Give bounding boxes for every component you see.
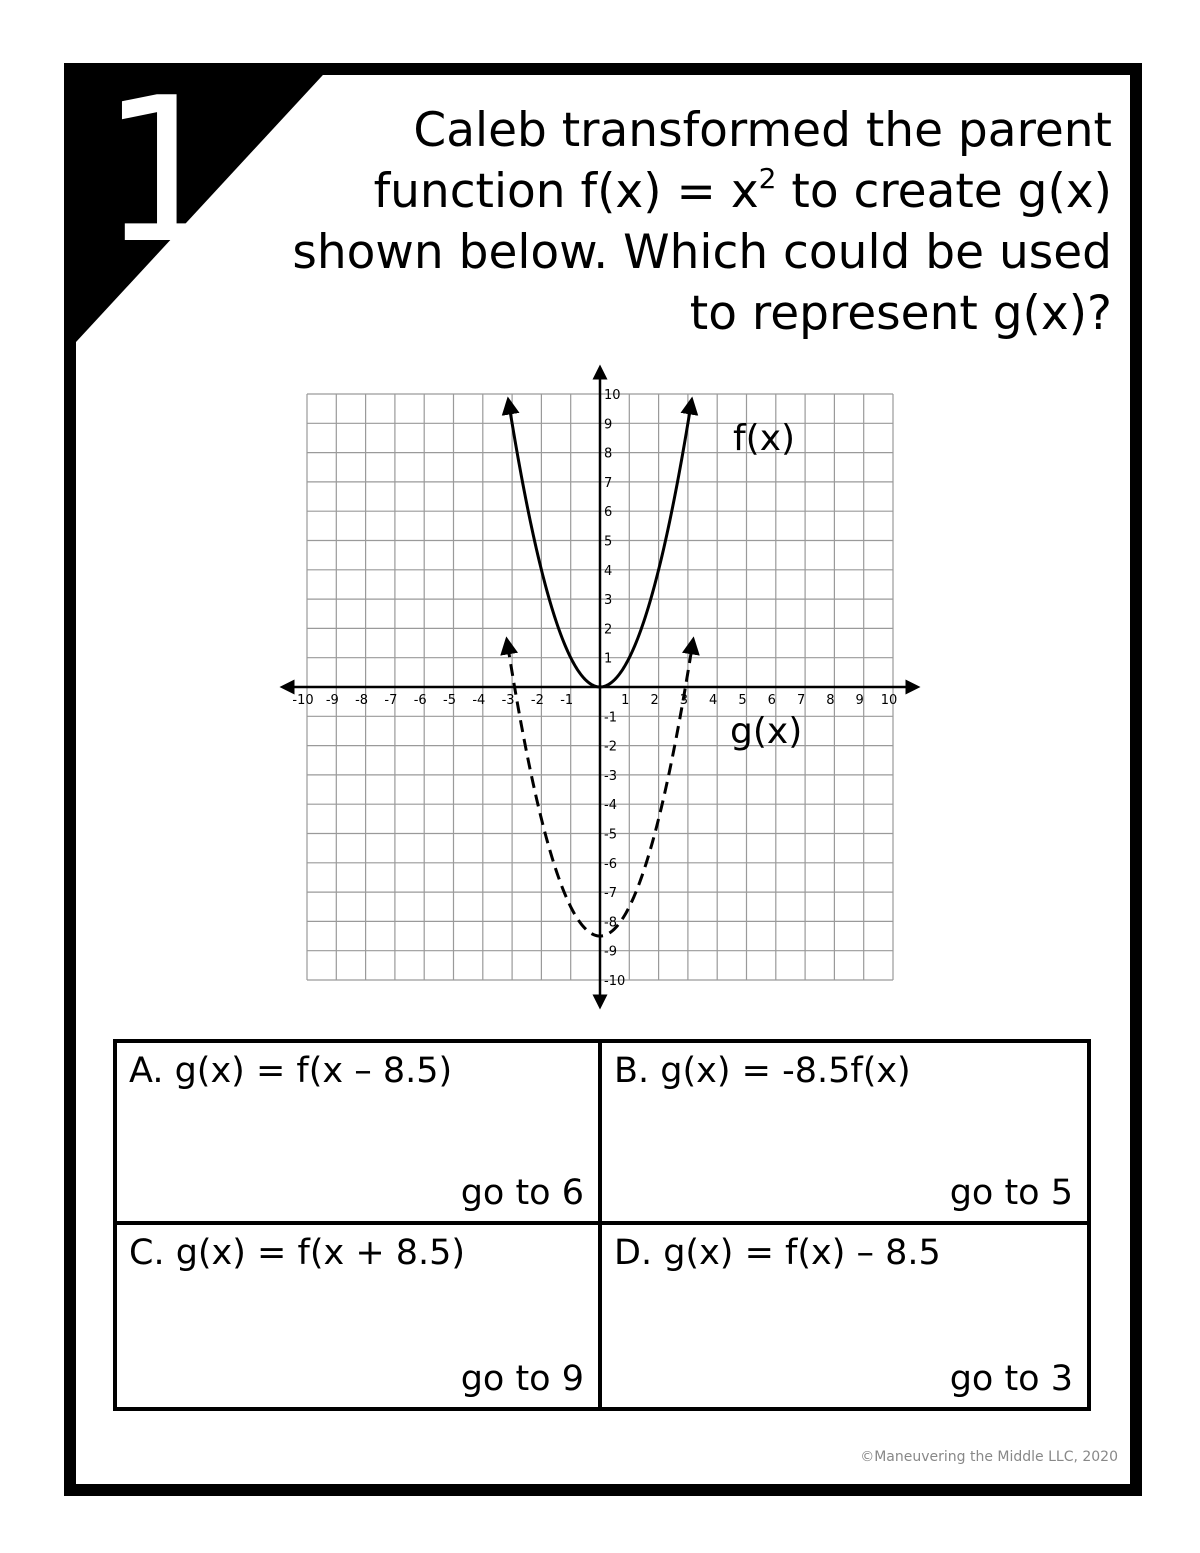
question-line-3: shown below. Which could be used — [292, 225, 1112, 280]
question-line-2-end: to create g(x) — [776, 164, 1112, 219]
answer-d[interactable] — [602, 1225, 1087, 1407]
x-tick-label: 6 — [767, 693, 776, 708]
x-tick-label: -1 — [560, 693, 574, 708]
curve-label-f: f(x) — [733, 418, 796, 459]
x-tick-label: 10 — [880, 693, 898, 708]
x-tick-label: -7 — [384, 693, 398, 708]
x-tick-label: -2 — [530, 693, 544, 708]
exponent: 2 — [758, 162, 777, 196]
x-tick-label: -5 — [443, 693, 456, 708]
y-tick-label: -9 — [604, 944, 617, 960]
y-tick-label: -6 — [604, 856, 617, 872]
y-tick-label: 1 — [604, 651, 613, 667]
x-tick-label: -9 — [325, 693, 339, 708]
y-tick-label: -7 — [604, 886, 617, 902]
x-tick-label: 3 — [679, 693, 689, 708]
x-tick-label: -8 — [355, 693, 369, 708]
curve-label-g: g(x) — [730, 711, 803, 752]
y-tick-label: 3 — [604, 593, 613, 609]
y-tick-label: 9 — [604, 417, 613, 433]
answer-b-goto: go to 5 — [949, 1173, 1073, 1213]
question-line-1: Caleb transformed the parent — [413, 103, 1112, 158]
x-tick-label: -3 — [501, 693, 515, 708]
y-tick-label: -4 — [604, 798, 617, 814]
y-tick-label: -1 — [604, 710, 617, 726]
y-tick-label: -10 — [604, 974, 626, 989]
copyright-notice: ©Maneuvering the Middle LLC, 2020 — [860, 1449, 1118, 1465]
x-tick-label: -10 — [292, 693, 314, 708]
x-tick-label: -4 — [472, 693, 486, 708]
y-tick-label: 8 — [604, 446, 613, 462]
x-tick-label: 9 — [855, 693, 864, 708]
x-tick-label: 5 — [738, 693, 747, 708]
x-tick-label: 8 — [826, 693, 835, 708]
x-tick-label: 4 — [709, 693, 718, 708]
x-tick-label: 1 — [621, 693, 630, 708]
answer-a-goto: go to 6 — [460, 1173, 584, 1213]
answer-b-text: B. g(x) = -8.5f(x) — [614, 1051, 911, 1091]
y-tick-label: 2 — [604, 622, 613, 638]
y-tick-label: 5 — [604, 534, 613, 550]
y-tick-label: 10 — [604, 388, 621, 403]
answer-c-text: C. g(x) = f(x + 8.5) — [129, 1233, 466, 1273]
answer-a[interactable] — [117, 1043, 602, 1225]
y-tick-label: -2 — [604, 739, 617, 755]
answer-d-text: D. g(x) = f(x) – 8.5 — [614, 1233, 941, 1273]
y-tick-label: 6 — [604, 505, 613, 521]
answer-c[interactable] — [117, 1225, 602, 1407]
y-tick-label: 4 — [604, 563, 613, 579]
y-tick-label: -5 — [604, 827, 617, 843]
answer-a-text: A. g(x) = f(x – 8.5) — [129, 1051, 453, 1091]
card-number: 1 — [100, 55, 228, 288]
answer-d-goto: go to 3 — [949, 1359, 1073, 1399]
answer-c-goto: go to 9 — [460, 1359, 584, 1399]
question-line-4: to represent g(x)? — [689, 286, 1112, 341]
x-tick-label: -6 — [413, 693, 427, 708]
y-tick-label: -8 — [604, 915, 617, 931]
answer-b[interactable] — [602, 1043, 1087, 1225]
answer-grid — [113, 1039, 1091, 1411]
y-tick-label: -3 — [604, 768, 617, 784]
x-tick-label: 2 — [650, 693, 659, 708]
y-tick-label: 7 — [604, 475, 613, 491]
tick-labels — [292, 388, 897, 989]
x-tick-label: 7 — [796, 693, 806, 708]
question-line-2-start: function f(x) = x — [373, 164, 759, 219]
